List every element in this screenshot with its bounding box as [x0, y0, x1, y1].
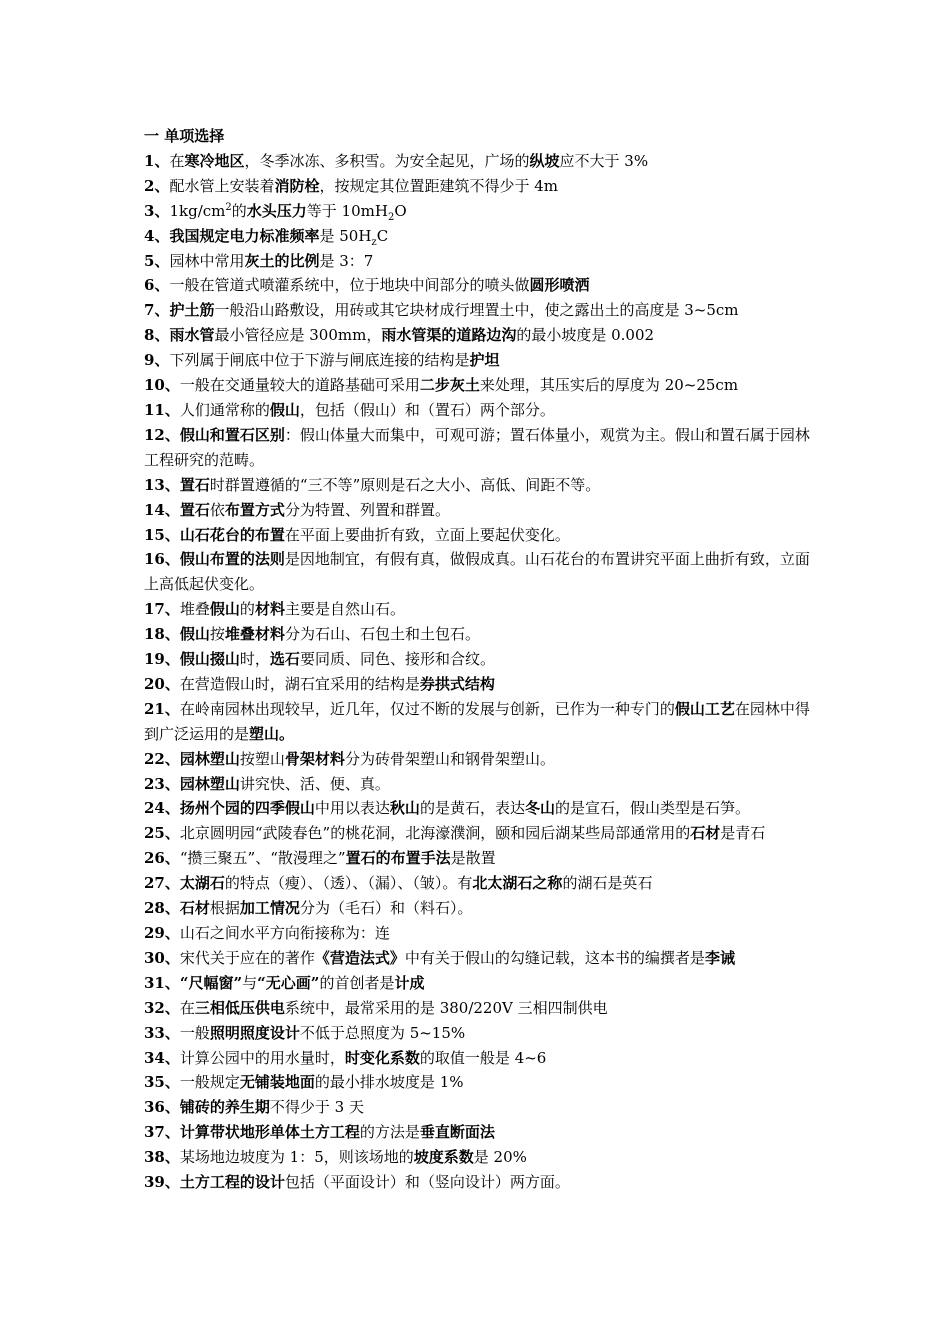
question-item	[144, 398, 812, 423]
question-item	[144, 796, 812, 821]
bold-term: 二步灰土	[419, 376, 480, 395]
text-run: 主要是自然山石。	[284, 600, 405, 619]
text-run: 的湖石是英石	[562, 874, 653, 893]
bold-term: 计成	[394, 973, 425, 992]
number-separator: 、	[164, 749, 180, 768]
number-separator: 、	[164, 376, 180, 395]
number-separator: 、	[164, 650, 180, 669]
question-item	[144, 1170, 812, 1195]
bold-term: 时变化系数	[344, 1048, 420, 1067]
question-number: 12	[144, 425, 165, 444]
bold-term: 秋山	[389, 799, 420, 818]
question-number: 39	[144, 1173, 165, 1192]
bold-term: “无心画”	[257, 973, 320, 992]
bold-term: 假山	[269, 400, 300, 419]
text-run: 包括（平面设计）和（竖向设计）两方面。	[284, 1173, 570, 1192]
bold-term: 置石	[179, 500, 210, 519]
text-run: 是青石	[720, 824, 766, 843]
number-separator: 、	[164, 849, 180, 868]
question-item	[144, 821, 812, 846]
text-run: 一般在管道式喷灌系统中，位于地块中间部分的喷头做	[169, 276, 530, 295]
question-item	[144, 622, 812, 647]
text-run: 是 20%	[473, 1148, 527, 1167]
text-run: ，按规定其位置距建筑不得少于 4m	[319, 176, 559, 195]
question-number: 2	[144, 176, 155, 195]
question-number: 33	[144, 1023, 165, 1042]
question-number: 1	[144, 151, 155, 170]
number-separator: 、	[164, 699, 180, 718]
text-run: 的方法是	[359, 1123, 420, 1142]
text-run: 不得少于 3 天	[269, 1098, 364, 1117]
bold-term: 消防栓	[274, 176, 320, 195]
text-run: 人们通常称的	[179, 400, 270, 419]
number-separator: 、	[154, 276, 170, 295]
bold-term: 计算带状地形单体土方工程	[179, 1123, 360, 1142]
question-number: 15	[144, 525, 165, 544]
text-run: 根据	[209, 899, 240, 918]
bold-term: 护坦	[469, 351, 500, 370]
bold-term: 假山工艺	[674, 699, 735, 718]
question-item	[144, 348, 812, 373]
text-run: “攒三聚五”、“散漫理之”	[179, 849, 346, 868]
question-number: 6	[144, 276, 155, 295]
text-run: 1kg/cm	[169, 201, 226, 220]
bold-term: 选石	[269, 650, 300, 669]
number-separator: 、	[164, 948, 180, 967]
bold-term: 骨架材料	[284, 749, 345, 768]
text-run: 一般	[179, 1023, 210, 1042]
text-run: 等于 10mH	[306, 201, 388, 220]
number-separator: 、	[164, 550, 180, 569]
bold-term: 纵坡	[529, 151, 560, 170]
question-number: 13	[144, 475, 165, 494]
question-item	[144, 747, 812, 772]
bold-term: 我国规定电力标准频率	[169, 226, 320, 245]
text-run: 堆叠	[179, 600, 210, 619]
bold-term: 垂直断面法	[419, 1123, 495, 1142]
bold-term: 太湖石	[179, 874, 225, 893]
text-run: 分为（毛石）和（料石）。	[299, 899, 473, 918]
question-number: 11	[144, 400, 165, 419]
number-separator: 、	[154, 326, 170, 345]
question-item	[144, 672, 812, 697]
text-run: 是因地制宜，有假有真，做假成真。山石花台的布置讲究平面上曲折有致，立面上高低起伏变化。	[144, 550, 810, 594]
question-item	[144, 946, 812, 971]
text-run: 时群置遵循的“三不等”原则是石之大小、高低、间距不等。	[209, 475, 601, 494]
number-separator: 、	[164, 774, 180, 793]
number-separator: 、	[164, 998, 180, 1017]
bold-term: 冬山	[524, 799, 555, 818]
text-run: 讲究快、活、便、真。	[239, 774, 390, 793]
text-run: O	[394, 201, 407, 220]
text-run: 最小管径应是 300mm，	[214, 326, 382, 345]
question-number: 24	[144, 799, 165, 818]
question-number: 36	[144, 1098, 165, 1117]
bold-term: 照明照度设计	[209, 1023, 300, 1042]
number-separator: 、	[154, 201, 170, 220]
text-run: 分为砖骨架塑山和钢骨架塑山。	[344, 749, 555, 768]
text-run: 应不大于 3%	[559, 151, 649, 170]
question-item	[144, 996, 812, 1021]
bold-term: 假山掇山	[179, 650, 240, 669]
question-item	[144, 547, 812, 597]
question-number: 10	[144, 376, 165, 395]
text-run: 按塑山	[239, 749, 285, 768]
text-run: 一般规定	[179, 1073, 240, 1092]
question-number: 19	[144, 650, 165, 669]
number-separator: 、	[154, 301, 170, 320]
bold-term: 加工情况	[239, 899, 300, 918]
question-number: 7	[144, 301, 155, 320]
number-separator: 、	[164, 475, 180, 494]
question-number: 16	[144, 550, 165, 569]
text-run: ，包括（假山）和（置石）两个部分。	[299, 400, 555, 419]
text-run: 是 3：7	[319, 251, 374, 270]
question-item	[144, 1120, 812, 1145]
question-item	[144, 224, 812, 249]
question-number: 5	[144, 251, 155, 270]
bold-term: 扬州个园的四季假山	[179, 799, 315, 818]
bold-term: 三相低压供电	[194, 998, 285, 1017]
question-item	[144, 273, 812, 298]
question-item	[144, 971, 812, 996]
subscript: z	[371, 236, 377, 248]
number-separator: 、	[164, 400, 180, 419]
text-run: 中有关于假山的勾缝记载，这本书的编撰者是	[404, 948, 705, 967]
bold-term: 石材	[690, 824, 721, 843]
bold-term: 假山	[209, 600, 240, 619]
question-item	[144, 871, 812, 896]
text-run: 的是黄石，表达	[419, 799, 525, 818]
question-number: 21	[144, 699, 165, 718]
question-item	[144, 647, 812, 672]
bold-term: 雨水管	[169, 326, 215, 345]
question-item	[144, 896, 812, 921]
text-run: 的	[239, 600, 255, 619]
text-run: 在岭南园林出现较早，近几年，仅过不断的发展与创新，已作为一种专门的	[179, 699, 675, 718]
question-item	[144, 523, 812, 548]
text-run: 北京圆明园“武陵春色”的桃花洞，北海濠濮涧，颐和园后湖某些局部通常用的	[179, 824, 691, 843]
number-separator: 、	[164, 1048, 180, 1067]
question-item	[144, 199, 812, 224]
text-run: 的首创者是	[319, 973, 395, 992]
question-number: 9	[144, 351, 155, 370]
question-item	[144, 249, 812, 274]
question-item	[144, 597, 812, 622]
text-run: 中用以表达	[314, 799, 390, 818]
text-run: 山石之间水平方向衔接称为：连	[179, 924, 390, 942]
number-separator: 、	[164, 674, 180, 693]
question-item	[144, 1095, 812, 1120]
bold-term: 坡度系数	[413, 1148, 474, 1167]
bold-term: 置石的布置手法	[345, 849, 451, 868]
question-item	[144, 1070, 812, 1095]
question-item	[144, 323, 812, 348]
text-run: 的特点（瘦）、（透）、（漏）、（皱）。有	[224, 874, 473, 893]
question-number: 18	[144, 625, 165, 644]
bold-term: 材料	[254, 600, 285, 619]
bold-term: 水头压力	[246, 201, 307, 220]
question-item	[144, 174, 812, 199]
text-run: 配水管上安装着	[169, 176, 275, 195]
bold-term: 李诫	[704, 948, 735, 967]
question-number: 23	[144, 774, 165, 793]
number-separator: 、	[164, 1148, 180, 1167]
question-number: 31	[144, 973, 165, 992]
number-separator: 、	[164, 500, 180, 519]
bold-term: 置石	[179, 475, 210, 494]
text-run: 的是宣石，假山类型是石笋。	[554, 799, 750, 818]
text-run: 在园林中得到广泛运用的是	[144, 699, 810, 743]
text-run: 在	[169, 151, 185, 170]
question-number: 37	[144, 1123, 165, 1142]
text-run: 的最小排水坡度是 1%	[314, 1073, 464, 1092]
bold-term: 塑山。	[249, 724, 295, 743]
number-separator: 、	[164, 1098, 180, 1117]
text-run: 某场地边坡度为 1：5，则该场地的	[179, 1148, 414, 1167]
bold-term: 铺砖的养生期	[179, 1098, 270, 1117]
text-run: 不低于总照度为 5~15%	[299, 1023, 466, 1042]
text-run: ，冬季冰冻、多积雪。为安全起见，广场的	[244, 151, 530, 170]
number-separator: 、	[154, 251, 170, 270]
text-run: 系统中，最常采用的是 380/220V 三相四制供电	[284, 998, 608, 1017]
bold-term: 北太湖石之称	[472, 874, 563, 893]
bold-term: 山石花台的布置	[179, 525, 285, 544]
bold-term: 石材	[179, 899, 210, 918]
question-number: 29	[144, 924, 165, 942]
bold-term: 园林塑山	[179, 774, 240, 793]
question-number: 35	[144, 1073, 165, 1092]
question-item	[144, 149, 812, 174]
number-separator: 、	[164, 1173, 180, 1192]
text-run: 来处理，其压实后的厚度为 20~25cm	[479, 376, 739, 395]
question-number: 34	[144, 1048, 165, 1067]
number-separator: 、	[164, 973, 180, 992]
text-run: 分为特置、列置和群置。	[284, 500, 450, 519]
text-run: C	[376, 226, 389, 245]
bold-term: 土方工程的设计	[179, 1173, 285, 1192]
text-run: 的最小坡度是 0.002	[516, 326, 655, 345]
bold-term: 布置方式	[224, 500, 285, 519]
text-run: 要同质、同色、接形和合纹。	[299, 650, 495, 669]
number-separator: 、	[164, 874, 180, 893]
text-run: 宋代关于应在的著作	[179, 948, 315, 967]
text-run: ：假山体量大而集中，可观可游；置石体量小，观赏为主。假山和置石属于园林工程研究的范畴。	[144, 425, 810, 469]
text-run: 是 50H	[319, 226, 372, 245]
question-item	[144, 921, 812, 946]
bold-term: 《营造法式》	[314, 948, 405, 967]
number-separator: 、	[164, 799, 180, 818]
text-run: 一般在交通量较大的道路基础可采用	[179, 376, 420, 395]
question-number: 27	[144, 874, 165, 893]
bold-term: 寒冷地区	[184, 151, 245, 170]
subscript: 2	[387, 211, 395, 223]
bold-term: 假山	[179, 625, 210, 644]
bold-term: 券拱式结构	[419, 674, 495, 693]
number-separator: 、	[154, 351, 170, 370]
question-number: 4	[144, 226, 155, 245]
number-separator: 、	[154, 226, 170, 245]
number-separator: 、	[164, 824, 180, 843]
question-number: 14	[144, 500, 165, 519]
number-separator: 、	[164, 625, 180, 644]
question-item	[144, 423, 812, 473]
text-run: 的	[231, 201, 247, 220]
text-run: 下列属于闸底中位于下游与闸底连接的结构是	[169, 351, 470, 370]
question-item	[144, 473, 812, 498]
question-item	[144, 298, 812, 323]
text-run: 是散置	[450, 849, 496, 868]
question-item	[144, 1046, 812, 1071]
question-item	[144, 697, 812, 747]
superscript: 2	[225, 201, 232, 213]
question-item	[144, 772, 812, 797]
bold-term: “尺幅窗”	[179, 973, 243, 992]
question-list	[144, 149, 812, 1195]
question-number: 17	[144, 600, 165, 619]
text-run: 的取值一般是 4~6	[419, 1048, 547, 1067]
section-title: 一 单项选择	[144, 127, 225, 145]
question-item	[144, 846, 812, 871]
text-run: 与	[242, 973, 258, 992]
bold-term: 圆形喷洒	[529, 276, 590, 295]
question-number: 32	[144, 998, 165, 1017]
text-run: 依	[209, 500, 225, 519]
text-run: 按	[209, 625, 225, 644]
number-separator: 、	[164, 1023, 180, 1042]
question-number: 3	[144, 201, 155, 220]
question-item	[144, 498, 812, 523]
question-number: 20	[144, 674, 165, 693]
question-number: 22	[144, 749, 165, 768]
question-number: 30	[144, 948, 165, 967]
text-run: 在平面上要曲折有致，立面上要起伏变化。	[284, 525, 570, 544]
number-separator: 、	[164, 899, 180, 918]
text-run: 分为石山、石包土和土包石。	[284, 625, 480, 644]
text-run: 一般沿山路敷设，用砖或其它块材成行埋置土中，使之露出土的高度是 3~5cm	[214, 301, 739, 320]
bold-term: 无铺装地面	[239, 1073, 315, 1092]
question-number: 28	[144, 899, 165, 918]
number-separator: 、	[164, 924, 180, 942]
number-separator: 、	[164, 1123, 180, 1142]
number-separator: 、	[164, 525, 180, 544]
question-item	[144, 1021, 812, 1046]
text-run: 计算公园中的用水量时，	[179, 1048, 345, 1067]
number-separator: 、	[164, 1073, 180, 1092]
number-separator: 、	[154, 151, 170, 170]
question-item	[144, 1145, 812, 1170]
question-number: 25	[144, 824, 165, 843]
bold-term: 灰土的比例	[244, 251, 320, 270]
question-number: 38	[144, 1148, 165, 1167]
text-run: 时，	[239, 650, 270, 669]
question-number: 8	[144, 326, 155, 345]
bold-term: 园林塑山	[179, 749, 240, 768]
text-run: 在	[179, 998, 195, 1017]
number-separator: 、	[164, 600, 180, 619]
bold-term: 假山布置的法则	[179, 550, 285, 569]
bold-term: 雨水管渠的道路边沟	[381, 326, 517, 345]
question-number: 26	[144, 849, 165, 868]
document-page	[144, 124, 812, 1195]
number-separator: 、	[154, 176, 170, 195]
bold-term: 堆叠材料	[224, 625, 285, 644]
text-run: 园林中常用	[169, 251, 245, 270]
bold-term: 假山和置石区别	[179, 425, 285, 444]
text-run: 在营造假山时，湖石宜采用的结构是	[179, 674, 420, 693]
question-item	[144, 373, 812, 398]
bold-term: 护土筋	[169, 301, 215, 320]
number-separator: 、	[164, 425, 180, 444]
